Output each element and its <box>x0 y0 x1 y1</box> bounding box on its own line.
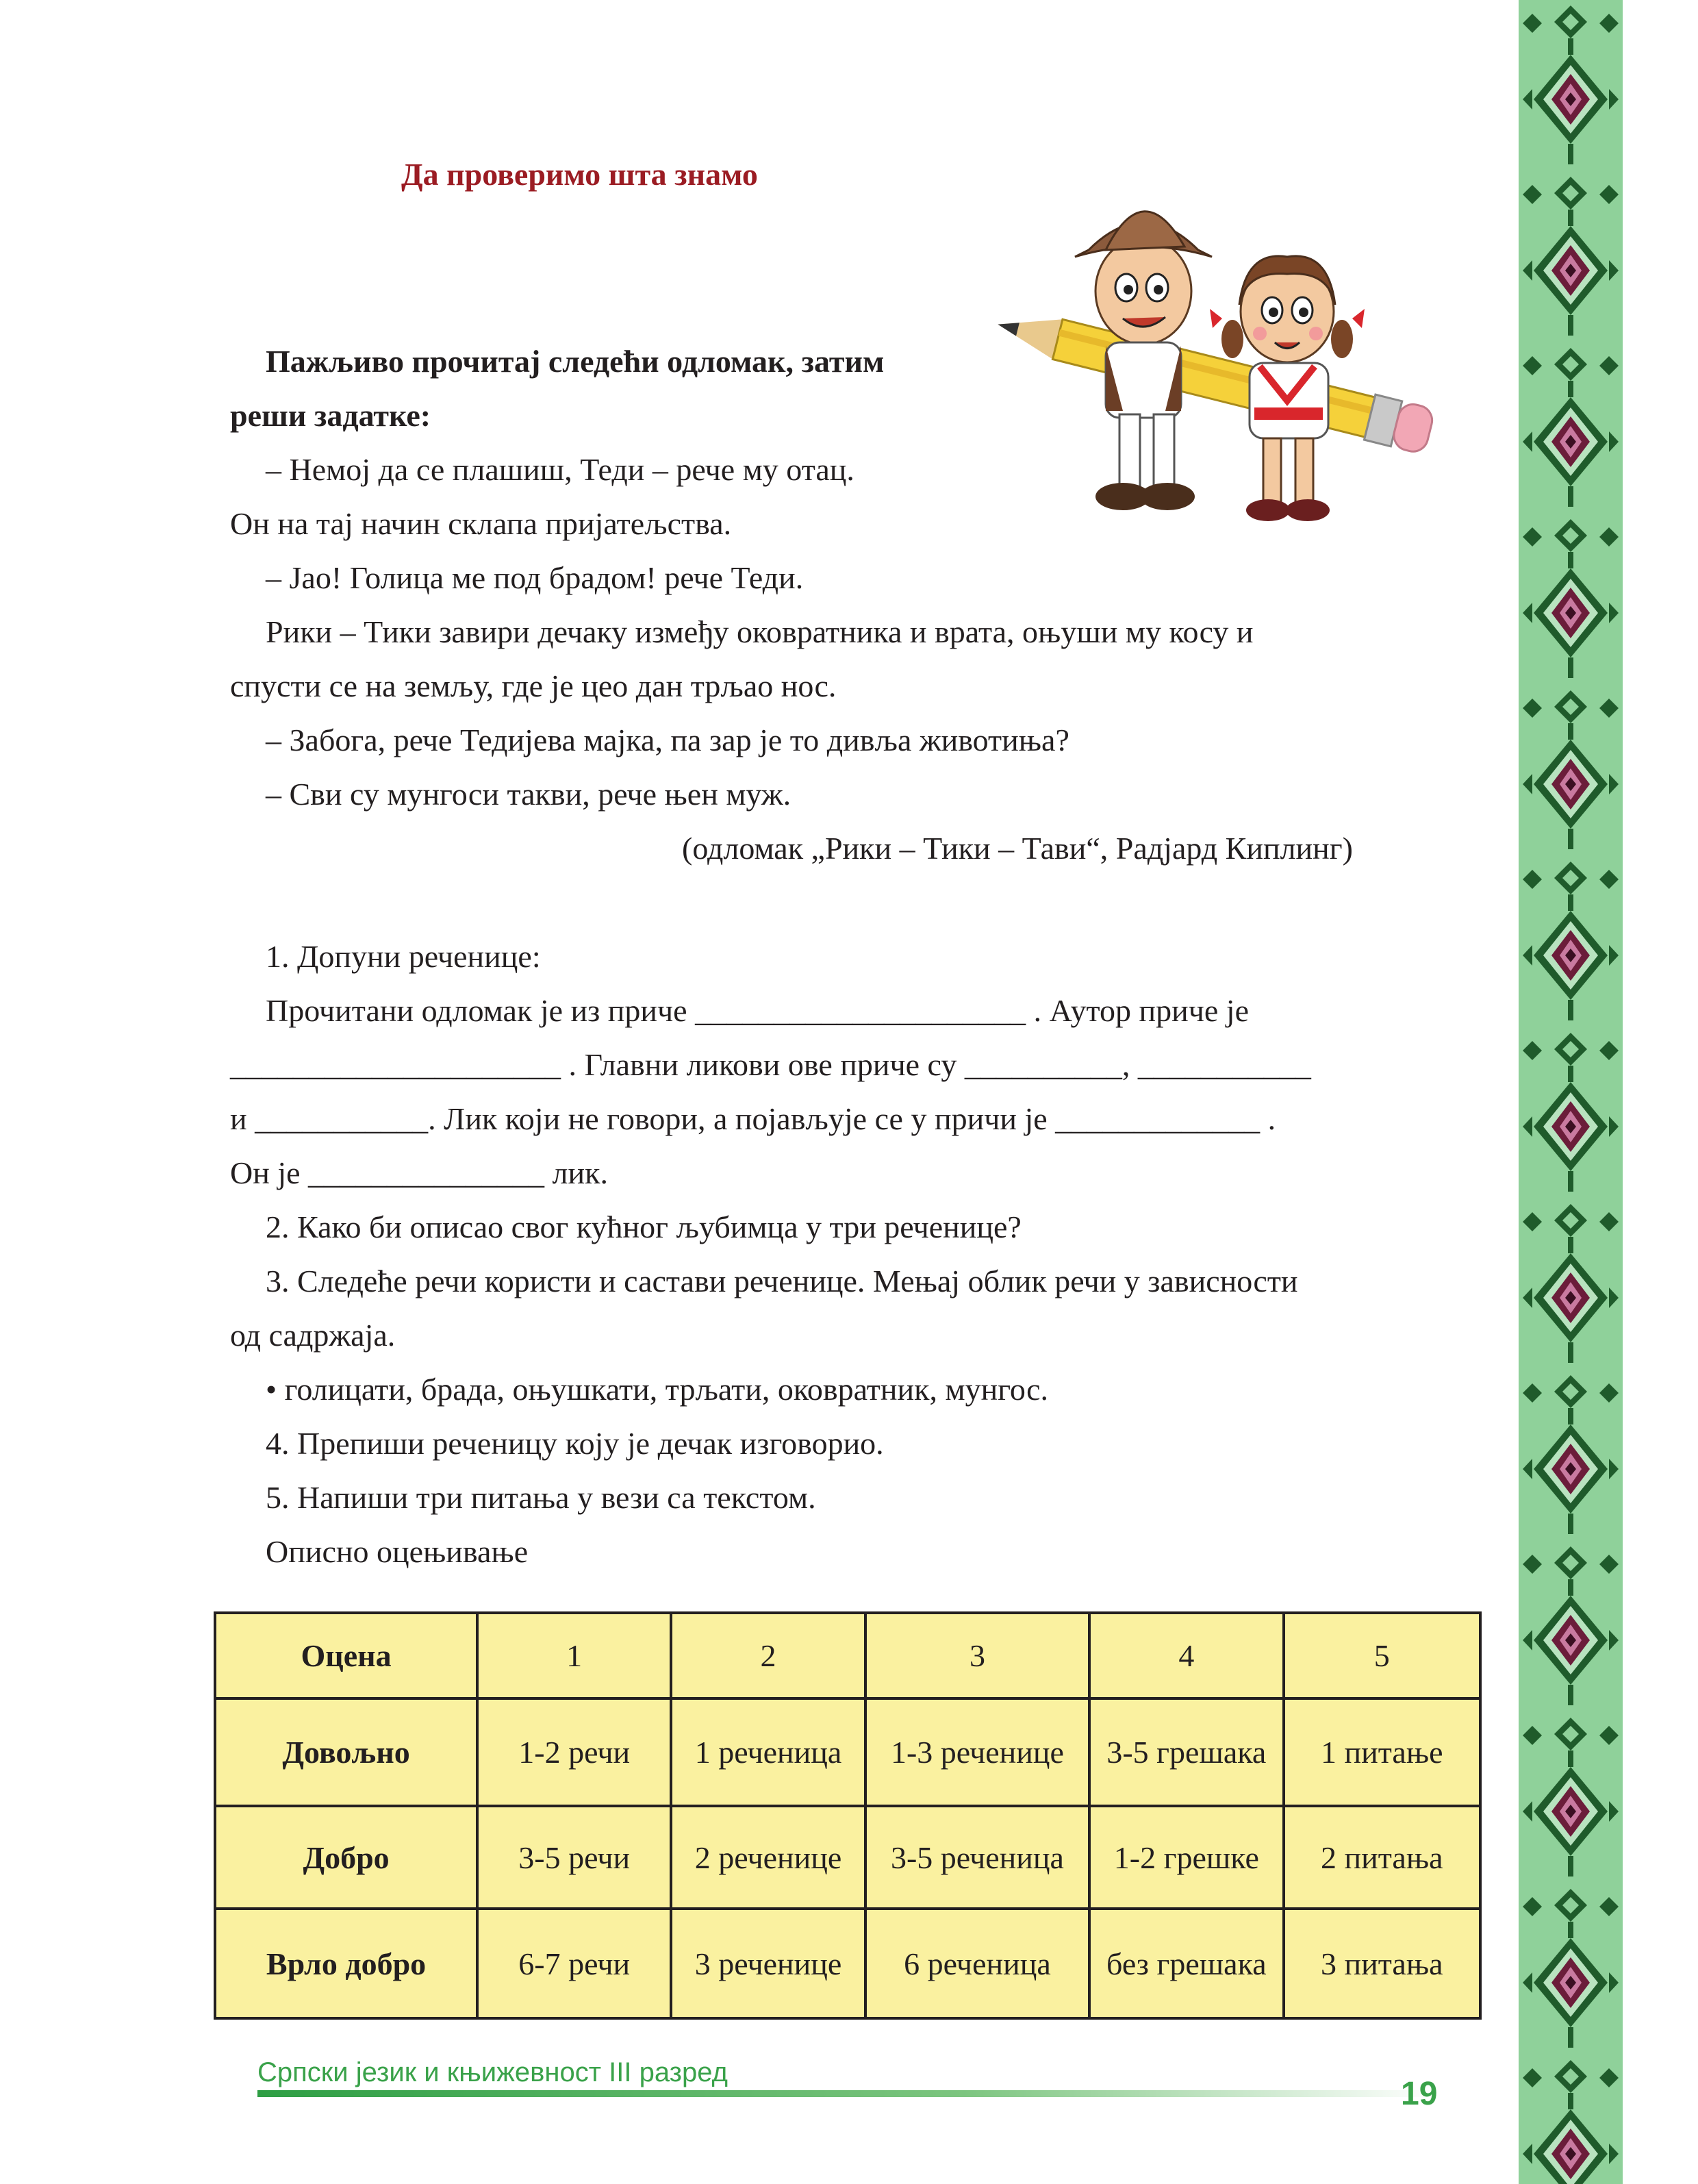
children-on-pencil-illustration <box>986 175 1452 544</box>
table-header-cell: 4 <box>1089 1613 1283 1698</box>
task-3-line-1: 3. Следеће речи користи и састави реченице. Мењај облик речи у зависности <box>266 1264 1298 1298</box>
task-1-line-2: _____________________ . Главни ликови ове приче су __________, ___________ <box>230 1047 1311 1082</box>
table-cell: 1 питање <box>1284 1698 1480 1806</box>
table-header-cell: 1 <box>477 1613 671 1698</box>
instruction-line-2: реши задатке: <box>230 398 431 433</box>
page-number: 19 <box>1401 2076 1438 2112</box>
table-cell: 3 реченице <box>671 1909 865 2018</box>
table-header-cell: 5 <box>1284 1613 1480 1698</box>
task-1-line-1: Прочитани одломак је из приче _____________________ . Аутор приче је <box>266 993 1249 1028</box>
table-row-label: Добро <box>215 1806 477 1909</box>
table-cell: 3-5 реченица <box>865 1806 1089 1909</box>
footer-book-title: Српски језик и књижевност III разред <box>257 2057 728 2087</box>
table-header-cell: 2 <box>671 1613 865 1698</box>
table-cell: 3 питања <box>1284 1909 1480 2018</box>
task-1-line-4: Он је _______________ лик. <box>230 1155 608 1190</box>
task-1-title: 1. Допуни реченице: <box>266 939 541 974</box>
table-row <box>215 1698 1480 1806</box>
table-cell: 1-2 грешке <box>1089 1806 1283 1909</box>
task-2: 2. Како би описао свог кућног љубимца у три реченице? <box>266 1209 1022 1244</box>
table-cell: 3-5 речи <box>477 1806 671 1909</box>
passage-line-4: Рики – Тики завири дечаку између оковратника и врата, оњуши му косу и <box>266 614 1254 649</box>
task-4: 4. Препиши реченицу коју је дечак изговорио. <box>266 1426 884 1461</box>
table-cell: 2 реченице <box>671 1806 865 1909</box>
passage-line-1: – Немој да се плашиш, Теди – рече му отац. <box>266 452 854 487</box>
instruction-line-1: Пажљиво прочитај следећи одломак, затим <box>266 344 885 379</box>
passage-line-6: – Забога, рече Тедијева мајка, па зар је то дивља животиња? <box>266 723 1069 757</box>
table-cell: 3-5 грешака <box>1089 1698 1283 1806</box>
assessment-label: Описно оцењивање <box>266 1534 529 1569</box>
table-row-label: Довољно <box>215 1698 477 1806</box>
table-cell: 6 реченица <box>865 1909 1089 2018</box>
table-cell: 2 питања <box>1284 1806 1480 1909</box>
task-3-line-2: од садржаја. <box>230 1318 396 1353</box>
table-row-label: Врло добро <box>215 1909 477 2018</box>
task-3-word-list: • голицати, брада, оњушкати, трљати, оковратник, мунгос. <box>266 1372 1048 1407</box>
passage-citation: (одломак „Рики – Тики – Тави“, Радјард Киплинг) <box>682 831 1353 866</box>
table-row <box>215 1806 1480 1909</box>
table-header-cell: Оцена <box>215 1613 477 1698</box>
table-row <box>215 1909 1480 2018</box>
table-cell: 1-3 реченице <box>865 1698 1089 1806</box>
table-cell: 1-2 речи <box>477 1698 671 1806</box>
folk-ornament-stripe <box>1519 0 1623 2184</box>
passage-line-3: – Јао! Голица ме под брадом! рече Теди. <box>266 560 804 595</box>
grading-table <box>214 1611 1482 2020</box>
section-title: Да проверимо шта знамо <box>401 157 758 192</box>
passage-line-5: спусти се на земљу, где је цео дан трљао нос. <box>230 668 837 703</box>
table-cell: 6-7 речи <box>477 1909 671 2018</box>
passage-line-2: Он на тај начин склапа пријатељства. <box>230 506 732 541</box>
table-cell: 1 реченица <box>671 1698 865 1806</box>
footer-divider <box>257 2090 1435 2097</box>
table-header-cell: 3 <box>865 1613 1089 1698</box>
passage-line-7: – Сви су мунгоси такви, рече њен муж. <box>266 777 791 812</box>
task-5: 5. Напиши три питања у вези са текстом. <box>266 1480 816 1515</box>
task-1-line-3: и ___________. Лик који не говори, а појављује се у причи је _____________ . <box>230 1101 1276 1136</box>
table-header-row <box>215 1613 1480 1698</box>
table-cell: без грешака <box>1089 1909 1283 2018</box>
